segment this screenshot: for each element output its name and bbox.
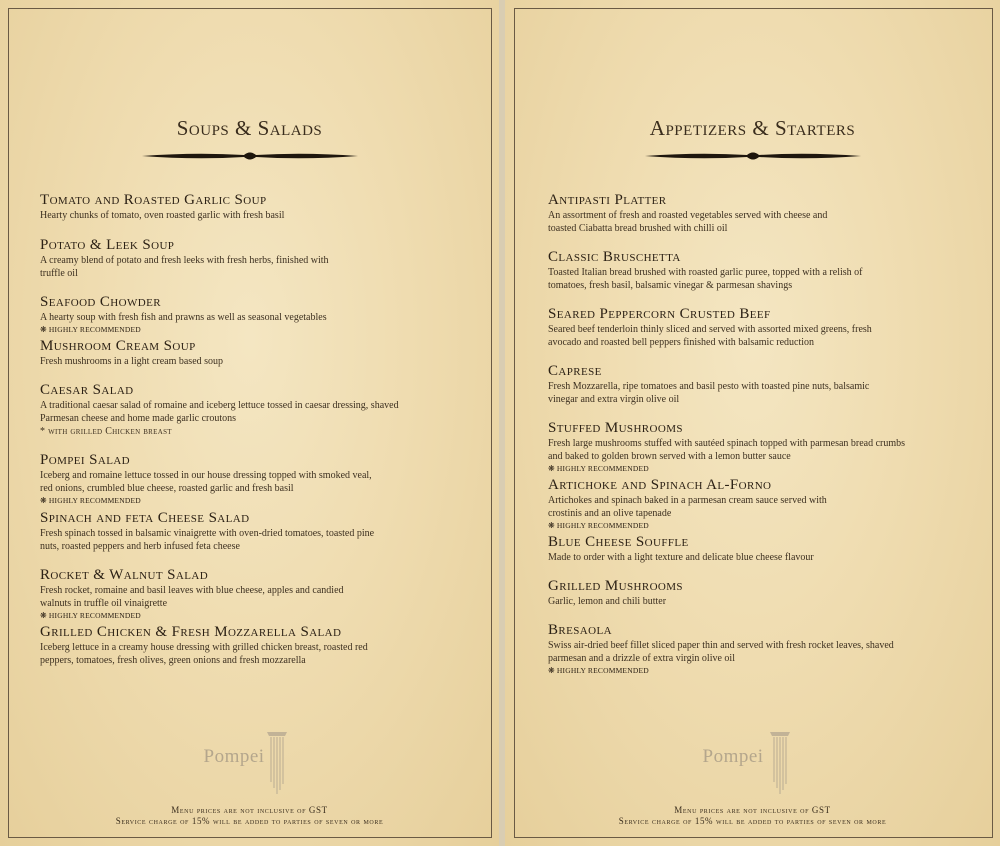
menu-item	[40, 452, 469, 506]
menu-item	[40, 294, 469, 335]
item-description: An assortment of fresh and roasted vegetables served with cheese and toasted Ciabatta bread brushed with chilli oil	[548, 210, 828, 234]
section-title-soups-salads: Soups & Salads	[176, 116, 323, 140]
menu-item	[40, 192, 469, 222]
item-name: Caprese	[548, 363, 602, 379]
recommended-label: HIGHLY RECOMMENDED	[556, 521, 649, 530]
column-icon	[769, 730, 791, 800]
snowflake-asterisk-icon: ❋	[548, 666, 555, 675]
item-description: Iceberg and romaine lettuce tossed in our house dressing topped with smoked veal, red onions, crumbled blue cheese, roasted garlic and fresh basil	[40, 470, 372, 494]
recommended-label: HIGHLY RECOMMENDED	[48, 496, 141, 505]
menu-item	[548, 477, 970, 531]
highly-recommended-badge	[548, 463, 970, 474]
menu-item	[548, 534, 970, 564]
item-name: Tomato and Roasted Garlic Soup	[40, 192, 267, 208]
snowflake-asterisk-icon: ❋	[548, 521, 555, 530]
menu-item	[548, 622, 970, 676]
highly-recommended-badge	[40, 495, 469, 506]
item-name: Classic Bruschetta	[548, 249, 681, 265]
menu-item	[40, 237, 469, 280]
flourish-divider-icon	[140, 146, 360, 166]
snowflake-asterisk-icon: ❋	[548, 464, 555, 473]
item-name: Mushroom Cream Soup	[40, 338, 196, 354]
item-name: Rocket & Walnut Salad	[40, 567, 209, 583]
item-description: Fresh rocket, romaine and basil leaves with blue cheese, apples and candied walnuts in truffle oil vinaigrette	[40, 585, 344, 609]
item-name: Pompei Salad	[40, 452, 131, 468]
left-menu-page	[0, 0, 499, 846]
item-description: Fresh large mushrooms stuffed with sautéed spinach topped with parmesan bread crumbs and baked to golden brown served with a lemon butter sauce	[548, 438, 906, 462]
item-description: A hearty soup with fresh fish and prawns as well as seasonal vegetables	[40, 312, 327, 323]
footer-gst-note: Menu prices are not inclusive of GST	[171, 805, 328, 815]
snowflake-asterisk-icon: ❋	[40, 611, 47, 620]
item-name: Seared Peppercorn Crusted Beef	[548, 306, 771, 322]
snowflake-asterisk-icon: ❋	[40, 325, 47, 334]
item-description: Seared beef tenderloin thinly sliced and served with assorted mixed greens, fresh avocado and roasted bell peppers finished with balsamic reduction	[548, 324, 872, 348]
item-note: * with grilled Chicken breast	[40, 426, 172, 437]
item-description: Garlic, lemon and chili butter	[548, 596, 667, 607]
item-name: Caesar Salad	[40, 382, 134, 398]
menu-item	[548, 192, 970, 235]
menu-item	[548, 306, 970, 349]
item-name: Spinach and feta Cheese Salad	[40, 510, 250, 526]
item-description: Fresh spinach tossed in balsamic vinaigrette with oven-dried tomatoes, toasted pine nuts, roasted peppers and herb infused feta cheese	[40, 528, 375, 552]
recommended-label: HIGHLY RECOMMENDED	[556, 464, 649, 473]
menu-item	[40, 382, 469, 438]
flourish-divider-icon	[643, 146, 863, 166]
menu-item	[40, 338, 469, 368]
menu-footer	[0, 805, 499, 827]
item-name: Potato & Leek Soup	[40, 237, 175, 253]
section-title-appetizers-starters: Appetizers & Starters	[649, 116, 856, 140]
item-name: Seafood Chowder	[40, 294, 161, 310]
menu-item	[548, 420, 970, 474]
menu-item	[548, 249, 970, 292]
item-name: Artichoke and Spinach Al-Forno	[548, 477, 772, 493]
item-description: Fresh Mozzarella, ripe tomatoes and basil pesto with toasted pine nuts, balsamic vinegar and extra virgin olive oil	[548, 381, 870, 405]
item-description: Toasted Italian bread brushed with roasted garlic puree, topped with a relish of tomatoes, fresh basil, balsamic vinegar & parmesan shavings	[548, 267, 863, 291]
item-description: Fresh mushrooms in a light cream based soup	[40, 356, 224, 367]
recommended-label: HIGHLY RECOMMENDED	[48, 611, 141, 620]
item-description: Swiss air-dried beef fillet sliced paper thin and served with fresh rocket leaves, shaved parmesan and a drizzle of extra virgin olive oil	[548, 640, 894, 664]
highly-recommended-badge	[548, 520, 970, 531]
footer-service-charge-note: Service charge of 15% will be added to parties of seven or more	[618, 816, 887, 826]
menu-item	[40, 567, 469, 621]
logo-wordmark: Pompei	[702, 746, 764, 767]
footer-service-charge-note: Service charge of 15% will be added to parties of seven or more	[115, 816, 384, 826]
item-name: Grilled Chicken & Fresh Mozzarella Salad	[40, 624, 342, 640]
menu-item	[40, 624, 469, 667]
item-name: Blue Cheese Souffle	[548, 534, 689, 550]
right-menu-page	[505, 0, 1000, 846]
item-description: Hearty chunks of tomato, oven roasted garlic with fresh basil	[40, 210, 285, 221]
recommended-label: HIGHLY RECOMMENDED	[48, 325, 141, 334]
item-description: A traditional caesar salad of romaine and iceberg lettuce tossed in caesar dressing, shaved Parmesan cheese and home made garlic croutons	[40, 400, 399, 424]
item-description: Artichokes and spinach baked in a parmesan cream sauce served with crostinis and an olive tapenade	[548, 495, 827, 519]
highly-recommended-badge	[40, 324, 469, 335]
column-icon	[266, 730, 288, 800]
item-name: Grilled Mushrooms	[548, 578, 683, 594]
highly-recommended-badge	[40, 610, 469, 621]
pompei-logo	[200, 730, 300, 802]
logo-wordmark: Pompei	[203, 746, 265, 767]
menu-footer	[505, 805, 1000, 827]
menu-item	[548, 363, 970, 406]
item-name: Bresaola	[548, 622, 612, 638]
item-description: Iceberg lettuce in a creamy house dressing with grilled chicken breast, roasted red peppers, tomatoes, fresh olives, green onions and fresh mozzarella	[40, 642, 368, 666]
menu-item	[548, 578, 970, 608]
item-description: A creamy blend of potato and fresh leeks with fresh herbs, finished with truffle oil	[40, 255, 329, 279]
item-description: Made to order with a light texture and delicate blue cheese flavour	[548, 552, 814, 563]
item-name: Antipasti Platter	[548, 192, 667, 208]
footer-gst-note: Menu prices are not inclusive of GST	[674, 805, 831, 815]
item-name: Stuffed Mushrooms	[548, 420, 683, 436]
pompei-logo	[703, 730, 803, 802]
snowflake-asterisk-icon: ❋	[40, 496, 47, 505]
highly-recommended-badge	[548, 665, 970, 676]
menu-item	[40, 510, 469, 553]
recommended-label: HIGHLY RECOMMENDED	[556, 666, 649, 675]
